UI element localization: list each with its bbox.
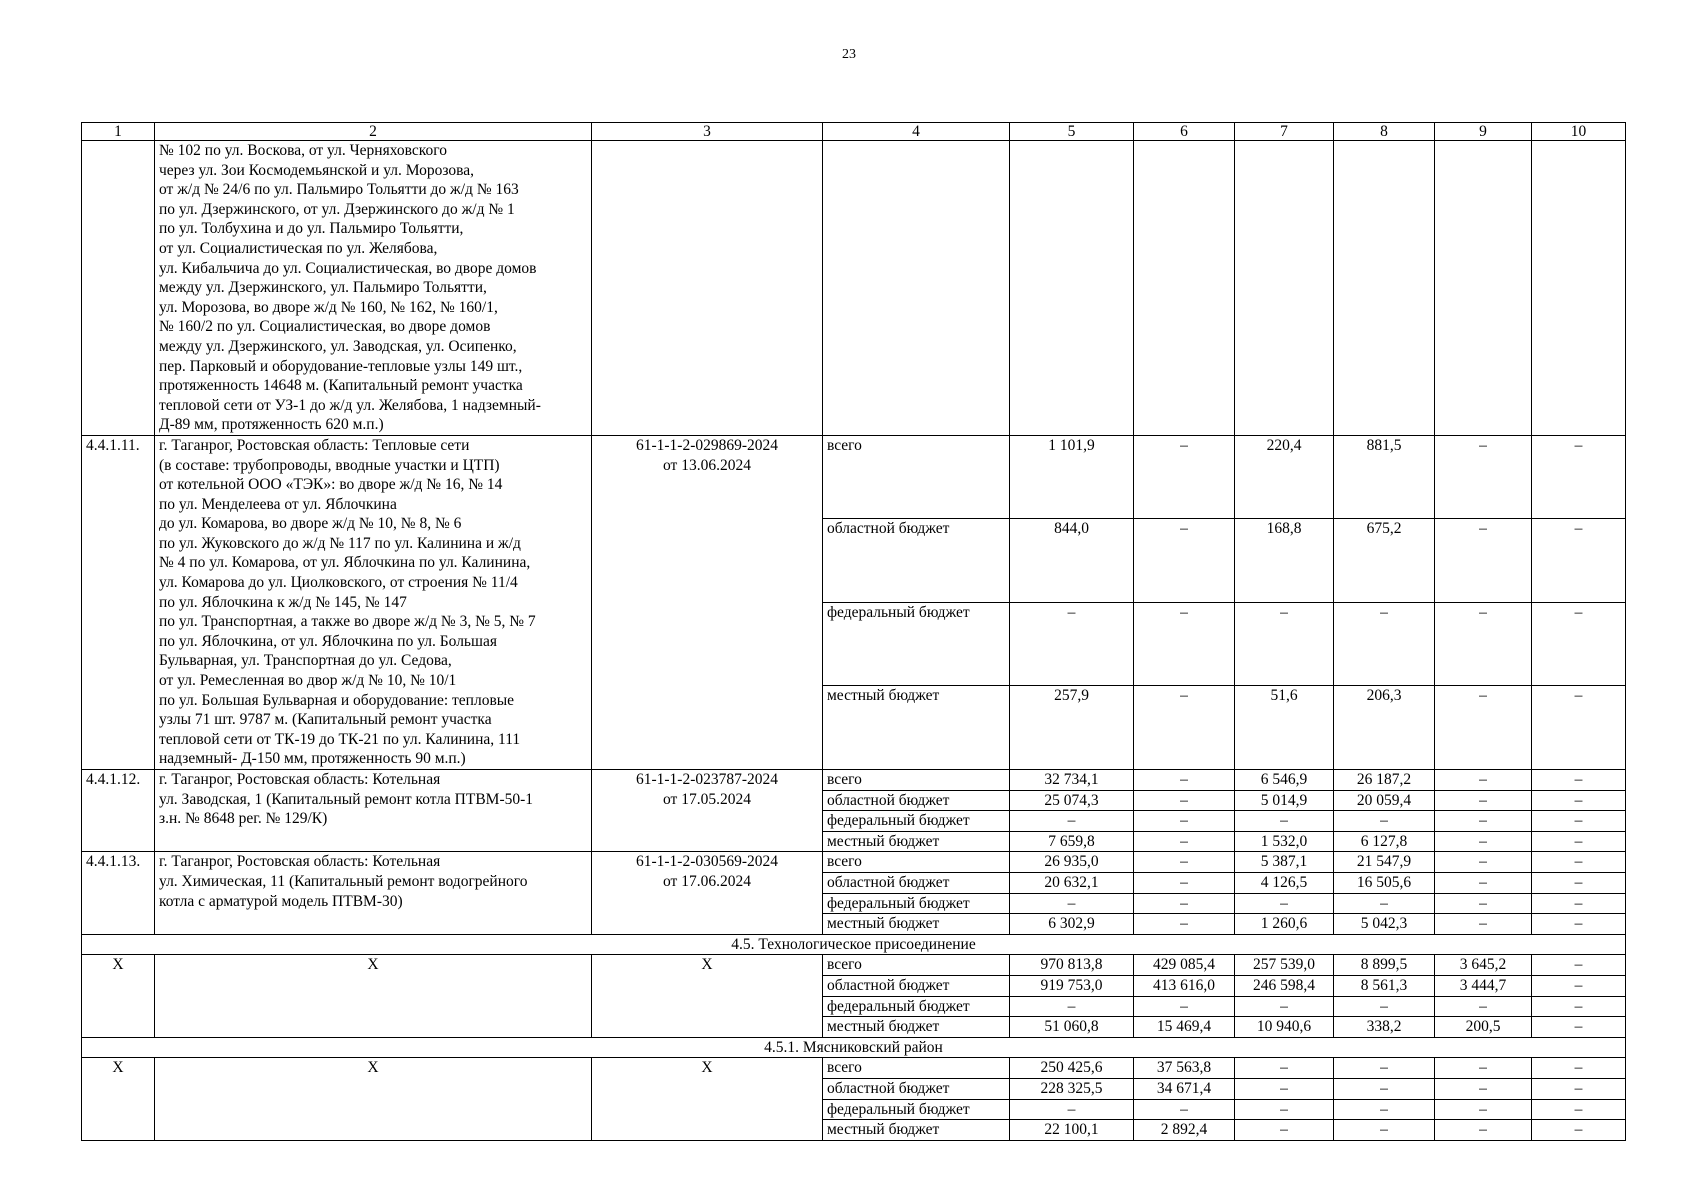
value-cell: 2 892,4 xyxy=(1134,1120,1235,1141)
value-cell: 844,0 xyxy=(1010,519,1134,603)
value-cell: 206,3 xyxy=(1334,686,1435,770)
value-cell: – xyxy=(1532,852,1626,873)
value-cell: – xyxy=(1532,602,1626,686)
header-cell: 10 xyxy=(1532,123,1626,141)
value-cell: – xyxy=(1134,435,1235,519)
value-cell: 881,5 xyxy=(1334,435,1435,519)
value-cell: – xyxy=(1532,770,1626,791)
value-cell: 26 187,2 xyxy=(1334,770,1435,791)
budget-label: местный бюджет xyxy=(823,1017,1010,1038)
value-cell: 6 127,8 xyxy=(1334,831,1435,852)
budget-label: областной бюджет xyxy=(823,1078,1010,1099)
header-cell: 7 xyxy=(1235,123,1334,141)
value-cell: – xyxy=(1235,996,1334,1017)
value-cell: 22 100,1 xyxy=(1010,1120,1134,1141)
value-cell xyxy=(1334,141,1435,436)
item-code: 61-1-1-2-023787-2024 от 17.05.2024 xyxy=(592,770,823,852)
value-cell: – xyxy=(1134,914,1235,935)
item-description: Х xyxy=(155,1058,592,1140)
value-cell: – xyxy=(1435,831,1532,852)
value-cell: 51 060,8 xyxy=(1010,1017,1134,1038)
value-cell: 220,4 xyxy=(1235,435,1334,519)
value-cell: – xyxy=(1235,1058,1334,1079)
budget-label: федеральный бюджет xyxy=(823,996,1010,1017)
value-cell: 25 074,3 xyxy=(1010,790,1134,811)
value-cell: – xyxy=(1532,996,1626,1017)
value-cell: – xyxy=(1134,893,1235,914)
value-cell: 6 302,9 xyxy=(1010,914,1134,935)
value-cell: – xyxy=(1532,955,1626,976)
value-cell: – xyxy=(1010,996,1134,1017)
value-cell: – xyxy=(1532,1017,1626,1038)
value-cell: – xyxy=(1435,686,1532,770)
value-cell: – xyxy=(1435,872,1532,893)
item-number: 4.4.1.12. xyxy=(82,770,155,852)
budget-label: областной бюджет xyxy=(823,519,1010,603)
value-cell: – xyxy=(1532,872,1626,893)
value-cell: 7 659,8 xyxy=(1010,831,1134,852)
value-cell: 257 539,0 xyxy=(1235,955,1334,976)
budget-label: всего xyxy=(823,770,1010,791)
value-cell: – xyxy=(1532,1120,1626,1141)
value-cell: – xyxy=(1134,831,1235,852)
value-cell: – xyxy=(1334,893,1435,914)
value-cell: – xyxy=(1134,872,1235,893)
value-cell: – xyxy=(1532,914,1626,935)
section-total-row xyxy=(82,955,1626,976)
section-header-row xyxy=(82,1037,1626,1058)
value-cell: – xyxy=(1435,435,1532,519)
budget-label: федеральный бюджет xyxy=(823,893,1010,914)
budget-label: всего xyxy=(823,1058,1010,1079)
value-cell xyxy=(1134,141,1235,436)
value-cell: 3 444,7 xyxy=(1435,975,1532,996)
value-cell: 4 126,5 xyxy=(1235,872,1334,893)
item-number: Х xyxy=(82,955,155,1037)
item-code: 61-1-1-2-030569-2024 от 17.06.2024 xyxy=(592,852,823,934)
value-cell: 3 645,2 xyxy=(1435,955,1532,976)
value-cell: 675,2 xyxy=(1334,519,1435,603)
value-cell: – xyxy=(1435,914,1532,935)
value-cell: – xyxy=(1435,770,1532,791)
value-cell: – xyxy=(1435,1078,1532,1099)
value-cell: 429 085,4 xyxy=(1134,955,1235,976)
value-cell: – xyxy=(1532,1078,1626,1099)
section-total-row xyxy=(82,1058,1626,1079)
value-cell xyxy=(1235,141,1334,436)
value-cell: 168,8 xyxy=(1235,519,1334,603)
section-title: 4.5. Технологическое присоединение xyxy=(82,934,1626,955)
budget-label-cell xyxy=(823,141,1010,436)
value-cell: 919 753,0 xyxy=(1010,975,1134,996)
budget-label: федеральный бюджет xyxy=(823,811,1010,832)
value-cell: – xyxy=(1010,811,1134,832)
budget-label: всего xyxy=(823,852,1010,873)
value-cell: 8 899,5 xyxy=(1334,955,1435,976)
value-cell: 32 734,1 xyxy=(1010,770,1134,791)
value-cell: – xyxy=(1532,1058,1626,1079)
header-cell: 1 xyxy=(82,123,155,141)
header-row xyxy=(82,123,1626,141)
value-cell: 228 325,5 xyxy=(1010,1078,1134,1099)
value-cell: – xyxy=(1334,996,1435,1017)
value-cell: – xyxy=(1334,1120,1435,1141)
value-cell: – xyxy=(1532,893,1626,914)
budget-label: областной бюджет xyxy=(823,790,1010,811)
value-cell: – xyxy=(1532,975,1626,996)
item-number: 4.4.1.13. xyxy=(82,852,155,934)
value-cell: – xyxy=(1435,852,1532,873)
value-cell: 21 547,9 xyxy=(1334,852,1435,873)
value-cell: 970 813,8 xyxy=(1010,955,1134,976)
value-cell: – xyxy=(1134,811,1235,832)
item-description: г. Таганрог, Ростовская область: Котельная ул. Химическая, 11 (Капитальный ремонт водогрейного котла с арматурой модель ПТВМ-30) xyxy=(155,852,592,934)
value-cell: – xyxy=(1334,602,1435,686)
value-cell: – xyxy=(1010,1099,1134,1120)
value-cell: 20 632,1 xyxy=(1010,872,1134,893)
value-cell: – xyxy=(1010,602,1134,686)
value-cell: 5 014,9 xyxy=(1235,790,1334,811)
header-cell: 6 xyxy=(1134,123,1235,141)
continuation-row xyxy=(82,141,1626,436)
value-cell: – xyxy=(1435,996,1532,1017)
budget-label: местный бюджет xyxy=(823,914,1010,935)
value-cell: 246 598,4 xyxy=(1235,975,1334,996)
budget-table xyxy=(81,122,1626,1141)
budget-label: областной бюджет xyxy=(823,872,1010,893)
value-cell: – xyxy=(1435,790,1532,811)
value-cell: – xyxy=(1435,1099,1532,1120)
item-description: Х xyxy=(155,955,592,1037)
item-description: № 102 по ул. Воскова, от ул. Черняховского через ул. Зои Космодемьянской и ул. Морозова, от ж/д № 24/6 по ул. Пальмиро Тольятти до ж/д № 163 по ул. Дзержинского, от ул. Дзержинского до ж/д № 1 по ул. Толбухина и до ул. Пальмиро Тольятти, от ул. Социалистическая по ул. Желябова, ул. Кибальчича до ул. Социалистическая, во дворе домов между ул. Дзержинского, ул. Пальмиро Тольятти, ул. Морозова, во дворе ж/д № 160, № 162, № 160/1, № 160/2 по ул. Социалистическая, во дворе домов между ул. Дзержинского, ул. Заводская, ул. Осипенко, пер. Парковый и оборудование-тепловые узлы 149 шт., протяженность 14648 м. (Капитальный ремонт участка тепловой сети от УЗ-1 до ж/д ул. Желябова, 1 надземный- Д-89 мм, протяженность 620 м.п.) xyxy=(155,141,592,436)
value-cell: 20 059,4 xyxy=(1334,790,1435,811)
value-cell: 8 561,3 xyxy=(1334,975,1435,996)
budget-label: местный бюджет xyxy=(823,686,1010,770)
item-row xyxy=(82,435,1626,519)
value-cell: – xyxy=(1010,893,1134,914)
item-number: Х xyxy=(82,1058,155,1140)
value-cell: – xyxy=(1134,996,1235,1017)
value-cell: 5 042,3 xyxy=(1334,914,1435,935)
section-header-row xyxy=(82,934,1626,955)
item-description: г. Таганрог, Ростовская область: Котельная ул. Заводская, 1 (Капитальный ремонт котла ПТВМ-50-1 з.н. № 8648 рег. № 129/К) xyxy=(155,770,592,852)
value-cell: – xyxy=(1134,790,1235,811)
value-cell: 250 425,6 xyxy=(1010,1058,1134,1079)
item-description: г. Таганрог, Ростовская область: Тепловые сети (в составе: трубопроводы, вводные участки и ЦТП) от котельной ООО «ТЭК»: во дворе ж/д № 16, № 14 по ул. Менделеева от ул. Яблочкина до ул. Комарова, во дворе ж/д № 10, № 8, № 6 по ул. Жуковского до ж/д № 117 по ул. Калинина и ж/д № 4 по ул. Комарова, от ул. Яблочкина по ул. Калинина, ул. Комарова до ул. Циолковского, от строения № 11/4 по ул. Яблочкина к ж/д № 145, № 147 по ул. Транспортная, а также во дворе ж/д № 3, № 5, № 7 по ул. Яблочкина, от ул. Яблочкина по ул. Большая Бульварная, ул. Транспортная до ул. Седова, от ул. Ремесленная во двор ж/д № 10, № 10/1 по ул. Большая Бульварная и оборудование: тепловые узлы 71 шт. 9787 м. (Капитальный ремонт участка тепловой сети от ТК-19 до ТК-21 по ул. Калинина, 111 надземный- Д-150 мм, протяженность 90 м.п.) xyxy=(155,435,592,769)
value-cell: 51,6 xyxy=(1235,686,1334,770)
value-cell: 413 616,0 xyxy=(1134,975,1235,996)
value-cell: – xyxy=(1435,893,1532,914)
value-cell: – xyxy=(1235,893,1334,914)
value-cell: 1 532,0 xyxy=(1235,831,1334,852)
value-cell: 15 469,4 xyxy=(1134,1017,1235,1038)
value-cell: – xyxy=(1532,790,1626,811)
budget-label: федеральный бюджет xyxy=(823,1099,1010,1120)
value-cell: – xyxy=(1435,811,1532,832)
value-cell: 5 387,1 xyxy=(1235,852,1334,873)
value-cell: – xyxy=(1134,852,1235,873)
header-cell: 3 xyxy=(592,123,823,141)
item-code: Х xyxy=(592,1058,823,1140)
value-cell xyxy=(1435,141,1532,436)
budget-label: всего xyxy=(823,955,1010,976)
header-cell: 4 xyxy=(823,123,1010,141)
item-code-cell xyxy=(592,141,823,436)
page-number: 23 xyxy=(842,47,856,62)
value-cell: 34 671,4 xyxy=(1134,1078,1235,1099)
value-cell: – xyxy=(1134,1099,1235,1120)
value-cell xyxy=(1532,141,1626,436)
value-cell: – xyxy=(1134,686,1235,770)
value-cell: – xyxy=(1134,519,1235,603)
value-cell: 16 505,6 xyxy=(1334,872,1435,893)
value-cell: – xyxy=(1334,1058,1435,1079)
value-cell: – xyxy=(1235,1120,1334,1141)
value-cell: – xyxy=(1235,602,1334,686)
value-cell: – xyxy=(1435,519,1532,603)
value-cell: – xyxy=(1334,1078,1435,1099)
header-cell: 2 xyxy=(155,123,592,141)
value-cell: 26 935,0 xyxy=(1010,852,1134,873)
value-cell: – xyxy=(1435,602,1532,686)
value-cell: – xyxy=(1532,811,1626,832)
item-row xyxy=(82,770,1626,791)
value-cell: – xyxy=(1235,1099,1334,1120)
value-cell: – xyxy=(1532,435,1626,519)
budget-label: федеральный бюджет xyxy=(823,602,1010,686)
section-title: 4.5.1. Мясниковский район xyxy=(82,1037,1626,1058)
header-cell: 8 xyxy=(1334,123,1435,141)
budget-label: областной бюджет xyxy=(823,975,1010,996)
value-cell: 37 563,8 xyxy=(1134,1058,1235,1079)
value-cell: 1 101,9 xyxy=(1010,435,1134,519)
value-cell: – xyxy=(1235,1078,1334,1099)
value-cell: 257,9 xyxy=(1010,686,1134,770)
value-cell: – xyxy=(1532,519,1626,603)
value-cell: – xyxy=(1435,1120,1532,1141)
value-cell: – xyxy=(1435,1058,1532,1079)
value-cell xyxy=(1010,141,1134,436)
budget-label: всего xyxy=(823,435,1010,519)
value-cell: – xyxy=(1334,1099,1435,1120)
item-code: 61-1-1-2-029869-2024 от 13.06.2024 xyxy=(592,435,823,769)
value-cell: – xyxy=(1334,811,1435,832)
value-cell: – xyxy=(1134,602,1235,686)
value-cell: – xyxy=(1532,1099,1626,1120)
item-code: Х xyxy=(592,955,823,1037)
item-row xyxy=(82,852,1626,873)
header-cell: 9 xyxy=(1435,123,1532,141)
item-number: 4.4.1.11. xyxy=(82,435,155,769)
budget-label: местный бюджет xyxy=(823,1120,1010,1141)
header-cell: 5 xyxy=(1010,123,1134,141)
value-cell: 200,5 xyxy=(1435,1017,1532,1038)
value-cell: – xyxy=(1134,770,1235,791)
value-cell: – xyxy=(1235,811,1334,832)
item-number-cell xyxy=(82,141,155,436)
value-cell: 338,2 xyxy=(1334,1017,1435,1038)
value-cell: – xyxy=(1532,831,1626,852)
value-cell: – xyxy=(1532,686,1626,770)
budget-label: местный бюджет xyxy=(823,831,1010,852)
value-cell: 1 260,6 xyxy=(1235,914,1334,935)
value-cell: 10 940,6 xyxy=(1235,1017,1334,1038)
value-cell: 6 546,9 xyxy=(1235,770,1334,791)
